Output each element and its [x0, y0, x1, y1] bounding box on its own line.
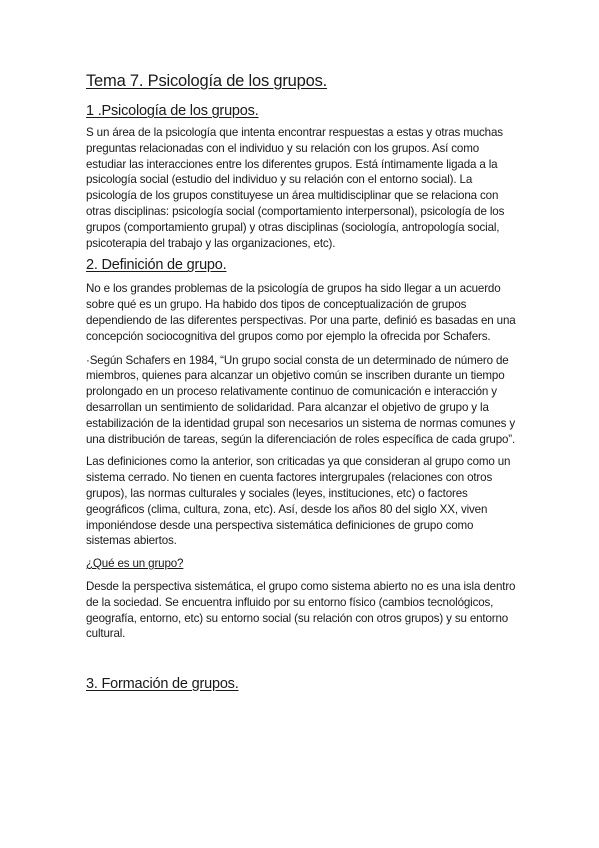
paragraph-intro: S un área de la psicología que intenta encontrar respuestas a estas y otras muchas preguntas relacionadas con el individuo y su relación con los grupos. Así como estudiar las interacciones entre los diferentes grupos. Está íntimamente ligada a la psicología social (estudio del individuo y su relación con el entorno social). La psicología de los grupos constituyese un área multidisciplinar que se relaciona con otras disciplinas: psicología social (comportamiento interpersonal), psicología de los grupos (comportamiento grupal) y otras disciplinas (sociología, antropología social, psicoterapia del trabajo y las organizaciones, etc).: [86, 126, 505, 250]
subheading-que-es-grupo: ¿Qué es un grupo?: [86, 557, 184, 571]
section-heading-definicion: 2. Definición de grupo.: [86, 257, 227, 274]
paragraph-open-system: Desde la perspectiva sistemática, el grupo como sistema abierto no es una isla dentro de la sociedad. Se encuentra influido por su entorno físico (cambios tecnológicos, geografía, entorno, etc) su entorno social (su relación con otros grupos) y su entorno cultural.: [86, 579, 516, 641]
document-body: [86, 72, 518, 692]
page-title: Tema 7. Psicología de los grupos.: [86, 72, 328, 90]
section-heading-formacion: 3. Formación de grupos.: [86, 676, 239, 693]
section-heading-psicologia: 1 .Psicología de los grupos.: [86, 103, 259, 119]
paragraph-schafers-quote: ·Según Schafers en 1984, “Un grupo social consta de un determinado de número de miembros, quienes para alcanzar un objetivo común se inscriben durante un tiempo prolongado en un proceso relativamente continuo de comunicación e interacción y desarrollan un sentimiento de solidaridad. Para alcanzar el objetivo de grupo y la estabilización de la identidad grupal son necesarios un sistema de normas comunes y una distribución de tareas, según la diferenciación de roles específica de cada grupo”.: [86, 353, 516, 446]
paragraph-problem: No e los grandes problemas de la psicología de grupos ha sido llegar a un acuerdo sobre qué es un grupo. Ha habido dos tipos de conceptualización de grupos dependiendo de las diferentes perspectivas. Por una parte, definió es basadas en una concepción sociocognitiva del grupos como por ejemplo la ofrecida por Schafers.: [86, 282, 516, 343]
paragraph-criticism: Las definiciones como la anterior, son criticadas ya que consideran al grupo como un sistema cerrado. No tienen en cuenta factores intergrupales (relaciones con otros grupos), las normas culturales y sociales (leyes, instituciones, etc) o factores geográficos (clima, cultura, zona, etc). Así, desde los años 80 del siglo XX, viven imponiéndose desde una perspectiva sistemática definiciones de grupo como sistemas abiertos.: [86, 455, 511, 548]
